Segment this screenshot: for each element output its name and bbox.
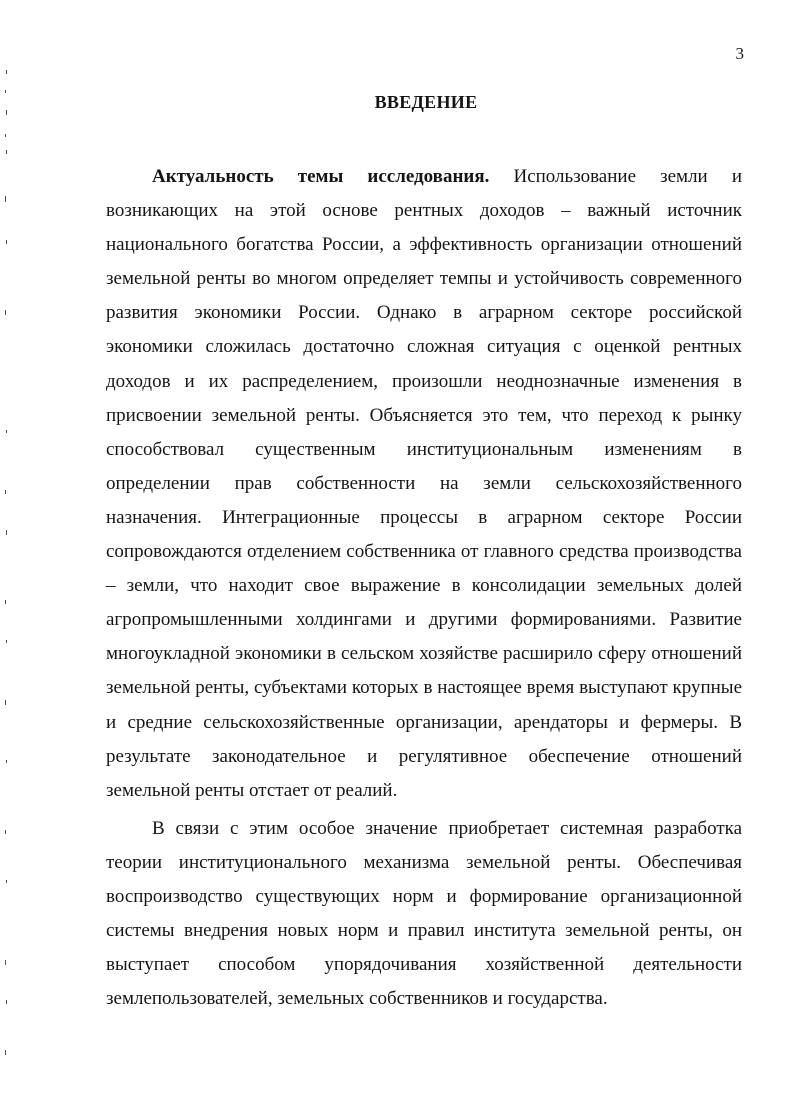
scan-margin-noise: [0, 0, 30, 1094]
paragraph-significance: [106, 812, 742, 1017]
page-title: ВВЕДЕНИЕ: [374, 92, 478, 112]
paragraph-relevance: [106, 160, 742, 808]
document-body: [106, 160, 742, 1016]
paragraph-text: Использование земли и возникающих на этой основе рентных доходов – важный источник национального богатства России, а эффективность организации отношений земельной ренты во многом определяет темпы и устойчивость современного развития экономики России. Однако в аграрном секторе российской экономики сложилась достаточно сложная ситуация с оценкой рентных доходов и их распределением, произошли неоднозначные изменения в присвоении земельной ренты. Объясняется это тем, что переход к рынку способствовал существенным институциональным изменениям в определении прав собственности на земли сельскохозяйственного назначения. Интеграционные процессы в аграрном секторе России сопровождаются отделением собственника от главного средства производства – земли, что находит свое выражение в консолидации земельных долей агропромышленными холдингами и другими формированиями. Развитие многоукладной экономики в сельском хозяйстве расширило сферу отношений земельной ренты, субъектами которых в настоящее время выступают крупные и средние сельскохозяйственные организации, арендаторы и фермеры. В результате законодательное и регулятивное обеспечение отношений земельной ренты отстает от реалий.: [106, 166, 742, 801]
paragraph-text: В связи с этим особое значение приобретает системная разработка теории институционального механизма земельной ренты. Обеспечивая воспроизводство существующих норм и формирование организационной системы внедрения новых норм и правил института земельной ренты, он выступает способом упорядочивания хозяйственной деятельности землепользователей, земельных собственников и государства.: [106, 817, 742, 1010]
page-number: 3: [735, 44, 744, 63]
paragraph-lead: Актуальность темы исследования.: [152, 166, 490, 187]
